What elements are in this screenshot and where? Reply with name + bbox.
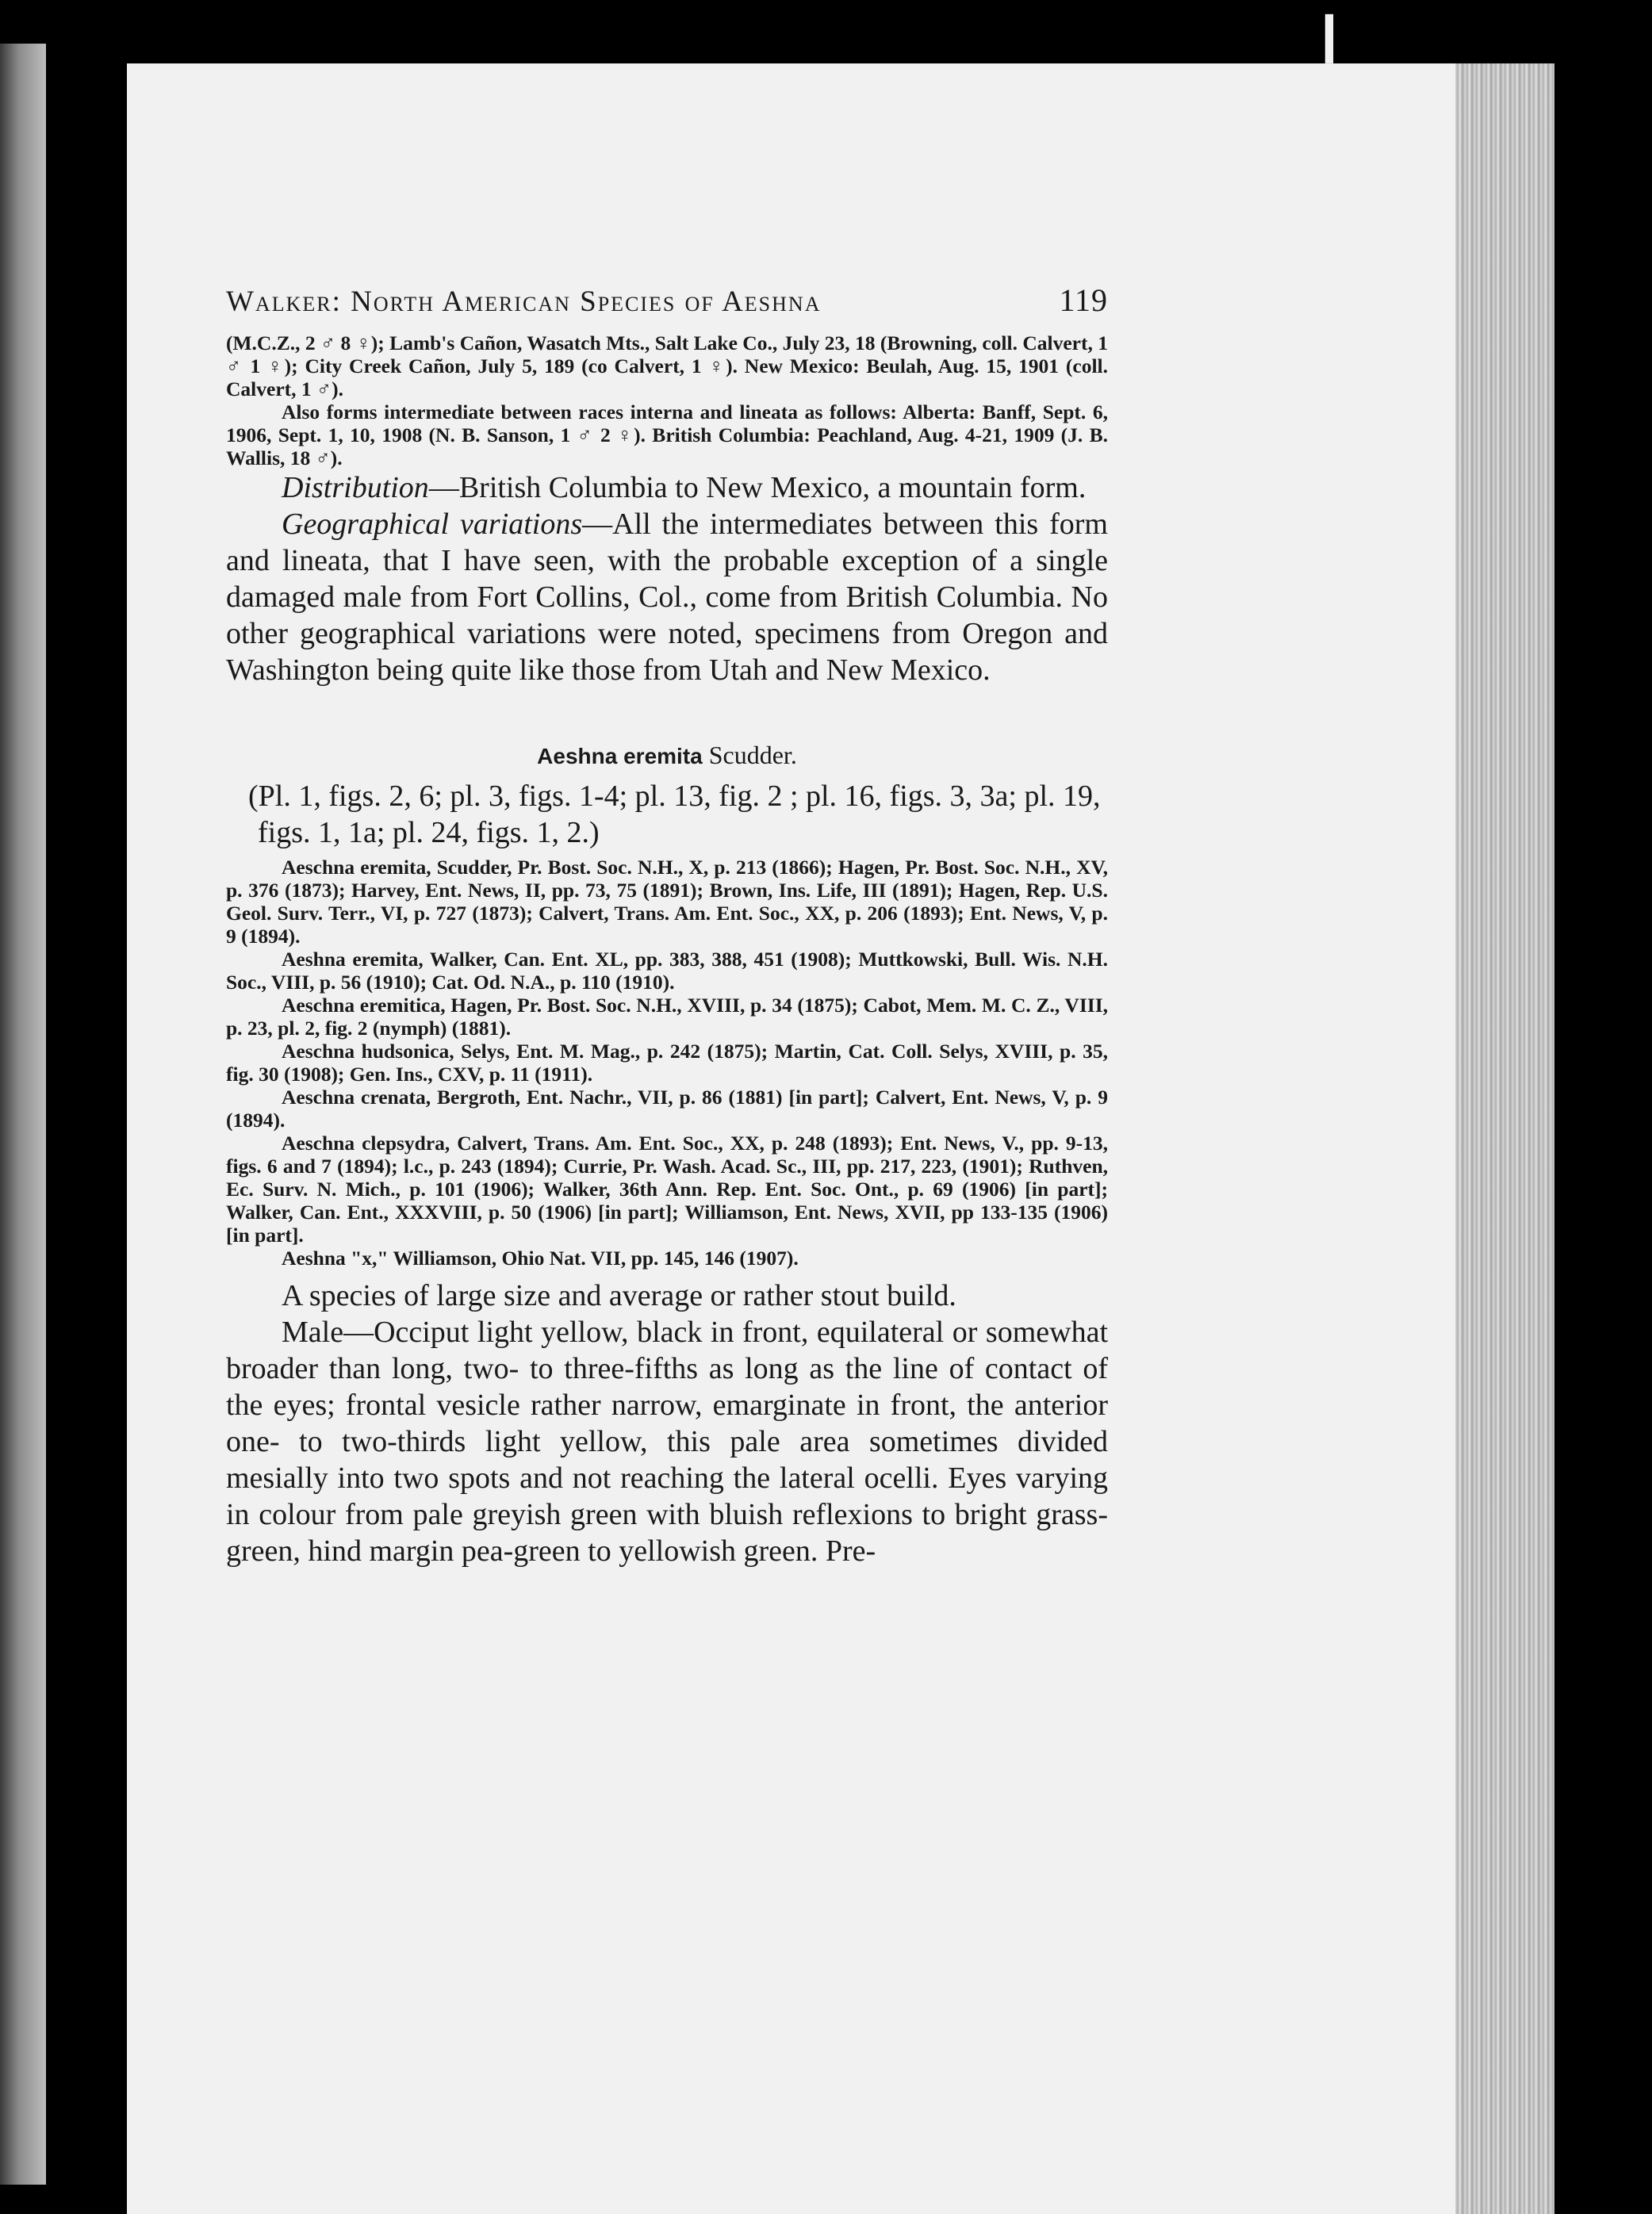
locality-records — [226, 331, 1108, 469]
running-header — [226, 282, 1108, 319]
species-heading — [226, 741, 1108, 770]
scan-corner-mark: ❙ — [1309, 9, 1350, 63]
synonym-entry: Aeschna hudsonica, Selys, Ent. M. Mag., p. 242 (1875); Martin, Cat. Coll. Selys, XVIII, p. 35, fig. 30 (1908); Gen. Ins., CXV, p. 11 (1911). — [226, 1040, 1108, 1086]
page-edge-texture — [1455, 63, 1554, 2214]
plate-references: (Pl. 1, figs. 2, 6; pl. 3, figs. 1-4; pl. 13, fig. 2 ; pl. 16, figs. 3, 3a; pl. 19, figs. 1, 1a; pl. 24, figs. 1, 2.) — [248, 779, 1101, 849]
synonym-entry: Aeshna eremita, Walker, Can. Ent. XL, pp. 383, 388, 451 (1908); Muttkowski, Bull. Wis. N.H. Soc., VIII, p. 56 (1910); Cat. Od. N.A., p. 110 (1910). — [226, 948, 1108, 994]
synonym-entry: Aeschna clepsydra, Calvert, Trans. Am. Ent. Soc., XX, p. 248 (1893); Ent. News, V., pp. 9-13, figs. 6 and 7 (1894); l.c., p. 243 (1894); Currie, Pr. Wash. Acad. Sc., III, pp. 217, 223, (1901); Ruthven, Ec. Surv. N. Mich., p. 101 (1906); Walker, 36th Ann. Rep. Ent. Soc. Ont., p. 69 (1906) [in part]; Walker, Can. Ent., XXXVIII, p. 50 (1906) [in part]; Williamson, Ent. News, XVII, pp 133-135 (1906) [in part]. — [226, 1132, 1108, 1247]
synonym-entry: Aeschna eremitica, Hagen, Pr. Bost. Soc. N.H., XVIII, p. 34 (1875); Cabot, Mem. M. C. Z., VIII, p. 23, pl. 2, fig. 2 (nymph) (1881). — [226, 994, 1108, 1040]
distribution-text: —British Columbia to New Mexico, a mountain form. — [428, 471, 1087, 504]
adjacent-page-edge — [0, 44, 46, 2185]
record-paragraph: (M.C.Z., 2 ♂ 8 ♀); Lamb's Cañon, Wasatch Mts., Salt Lake Co., July 23, 18 (Browning, coll. Calvert, 1 ♂ 1 ♀); City Creek Cañon, July 5, 189 (co Calvert, 1 ♀). New Mexico: Beulah, Aug. 15, 1901 (coll. Calvert, 1 ♂). — [226, 331, 1108, 400]
synonym-entry: Aeschna eremita, Scudder, Pr. Bost. Soc. N.H., X, p. 213 (1866); Hagen, Pr. Bost. Soc. N.H., XV, p. 376 (1873); Harvey, Ent. News, II, pp. 73, 75 (1891); Brown, Ins. Life, III (1891); Hagen, Rep. U.S. Geol. Surv. Terr., VI, p. 727 (1873); Calvert, Trans. Am. Ent. Soc., XX, p. 206 (1893); Ent. News, V, p. 9 (1894). — [226, 856, 1108, 948]
geo-text: —All the intermediates between this form and lineata, that I have seen, with the probable exception of a single damaged male from Fort Collins, Col., come from British Columbia. No other geographical variations were noted, specimens from Oregon and Washington being quite like those from Utah and New Mexico. — [226, 508, 1108, 687]
record-paragraph: Also forms intermediate between races interna and lineata as follows: Alberta: Banff, Sept. 6, 1906, Sept. 1, 10, 1908 (N. B. Sanson, 1 ♂ 2 ♀). British Columbia: Peachland, Aug. 4-21, 1909 (J. B. Wallis, 18 ♂). — [226, 400, 1108, 469]
species-author: Scudder. — [708, 741, 797, 769]
scan-border — [1554, 0, 1652, 2214]
geo-label: Geographical variations — [282, 508, 583, 541]
synonym-entry: Aeshna "x," Williamson, Ohio Nat. VII, pp. 145, 146 (1907). — [282, 1247, 799, 1270]
synonym-entry: Aeschna crenata, Bergroth, Ent. Nachr., VII, p. 86 (1881) [in part]; Calvert, Ent. News, V, p. 9 (1894). — [226, 1086, 1108, 1132]
geographical-variations-paragraph — [226, 506, 1108, 688]
page-content — [226, 282, 1108, 1569]
distribution-paragraph — [226, 469, 1108, 506]
page-number: 119 — [1059, 282, 1108, 318]
synonymy-list — [226, 856, 1108, 1270]
distribution-label: Distribution — [282, 471, 429, 504]
species-name: Aeshna eremita — [537, 744, 703, 768]
description-paragraph: A species of large size and average or rather stout build. — [282, 1279, 956, 1312]
running-title: Walker: North American Species of Aeshna — [226, 285, 822, 318]
description-paragraph: Male—Occiput light yellow, black in front, equilateral or somewhat broader than long, two- to three-fifths as long as the line of contact of the eyes; frontal vesicle rather narrow, emarginate in front, the anterior one- to two-thirds light yellow, this pale area sometimes divided mesially into two spots and not reaching the lateral ocelli. Eyes varying in colour from pale greyish green with bluish reflexions to bright grass-green, hind margin pea-green to yellowish green. Pre- — [226, 1316, 1108, 1568]
